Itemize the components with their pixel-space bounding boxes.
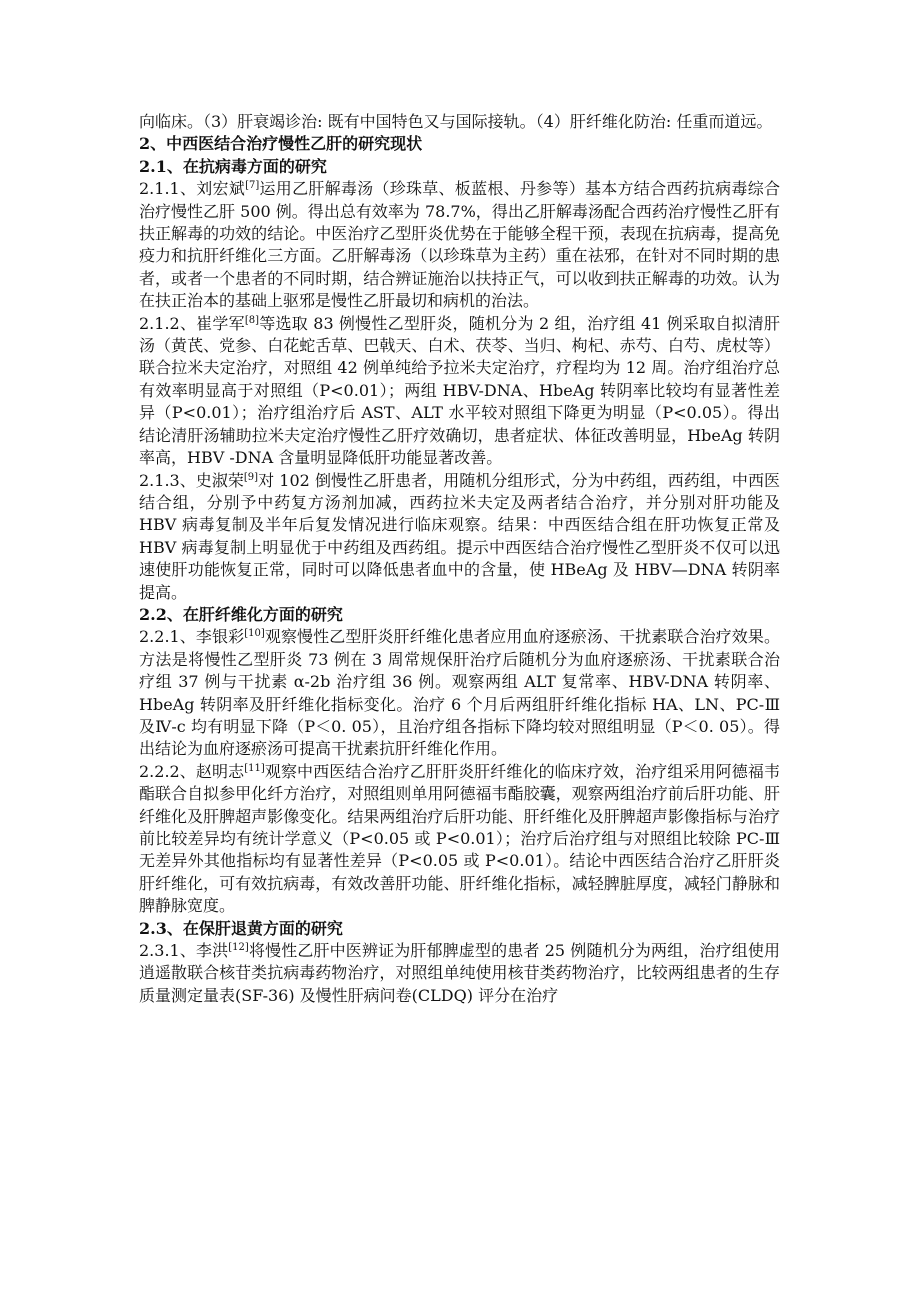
paragraph-intro-continuation: 向临床。（3）肝衰竭诊治: 既有中国特色又与国际接轨。（4）肝纤维化防治: 任重而道远。	[139, 112, 773, 131]
paragraph-2-1-2: 2.1.2、崔学军[8]等选取 83 例慢性乙型肝炎，随机分为 2 组，治疗组 41 例采取自拟清肝汤（黄芪、党参、白花蛇舌草、巴戟天、白术、茯苓、当归、枸杞、赤芍、白芍、虎杖等）联合拉米夫定治疗，对照组 42 例单纯给予拉米夫定治疗，疗程均为 12 周。治疗组治疗总有效率明显高于对照组（P<0.01）；两组 HBV-DNA、HbeAg 转阴率比较均有显著性差异（P<0.01）；治疗组治疗后 AST、ALT 水平较对照组下降更为明显（P<0.05）。得出结论清肝汤辅助拉米夫定治疗慢性乙肝疗效确切，患者症状、体征改善明显，HbeAg 转阴率高，HBV -DNA 含量明显降低肝功能显著改善。	[139, 313, 780, 468]
paragraph-2-1-1: 2.1.1、刘宏斌[7]运用乙肝解毒汤（珍珠草、板蓝根、丹参等）基本方结合西药抗病毒综合治疗慢性乙肝 500 例。得出总有效率为 78.7%，得出乙肝解毒汤配合西药治疗慢性乙肝有扶正解毒的功效的结论。中医治疗乙型肝炎优势在于能够全程干预，表现在抗病毒，提高免疫力和抗肝纤维化三方面。乙肝解毒汤（以珍珠草为主药）重在祛邪，在针对不同时期的患者，或者一个患者的不同时期，结合辨证施治以扶持正气，可以收到扶正解毒的功效。认为在扶正治本的基础上驱邪是慢性乙肝最切和病机的治法。	[139, 179, 780, 311]
paragraph-2-1-3: 2.1.3、史淑荣[9]对 102 倒慢性乙肝患者，用随机分组形式，分为中药组，西药组，中西医结合组，分别予中药复方汤剂加减，西药拉米夫定及两者结合治疗，并分别对肝功能及 HBV 病毒复制及半年后复发情况进行临床观察。结果：中西医结合组在肝功恢复正常及 HBV 病毒复制上明显优于中药组及西药组。提示中西医结合治疗慢性乙型肝炎不仅可以迅速使肝功能恢复正常，同时可以降低患者血中的含量，使 HBeAg 及 HBV—DNA 转阴率提高。	[139, 470, 780, 602]
subsection-heading-2-3: 2.3、在保肝退黄方面的研究	[139, 918, 343, 938]
citation-ref-7: [7]	[245, 180, 260, 192]
paragraph-2-2-2: 2.2.2、赵明志[11]观察中西医结合治疗乙肝肝炎肝纤维化的临床疗效，治疗组采用阿德福韦酯联合自拟参甲化纤方治疗，对照组则单用阿德福韦酯胶囊，观察两组治疗前后肝功能、肝纤维化及肝脾超声影像变化。结果两组治疗后肝功能、肝纤维化及肝脾超声影像指标与治疗前比较差异均有统计学意义（P<0.05 或 P<0.01）；治疗后治疗组与对照组比较除 PC-Ⅲ无差异外其他指标均有显著性差异（P<0.05 或 P<0.01）。结论中西医结合治疗乙肝肝炎肝纤维化，可有效抗病毒，有效改善肝功能、肝纤维化指标，减轻脾脏厚度，减轻门静脉和脾静脉宽度。	[139, 761, 780, 916]
subsection-heading-2-2: 2.2、在肝纤维化方面的研究	[139, 604, 343, 624]
subsection-heading-2-1: 2.1、在抗病毒方面的研究	[139, 156, 327, 176]
citation-ref-9: [9]	[243, 471, 259, 483]
paragraph-2-2-1: 2.2.1、李银彩[10]观察慢性乙型肝炎肝纤维化患者应用血府逐瘀汤、干扰素联合治疗效果。方法是将慢性乙型肝炎 73 例在 3 周常规保肝治疗后随机分为血府逐瘀汤、干扰素联合治疗组 37 例与干扰素 α-2b 治疗组 36 例。观察两组 ALT 复常率、HBV-DNA 转阴率、HbeAg 转阴率及肝纤维化指标变化。治疗 6 个月后两组肝纤维化指标 HA、LN、PC-Ⅲ及Ⅳ-c 均有明显下降（P＜0. 05），且治疗组各指标下降均较对照组明显（P＜0. 05）。得出结论为血府逐瘀汤可提高干扰素抗肝纤维化作用。	[139, 627, 780, 759]
citation-ref-11: [11]	[244, 762, 265, 774]
section-heading-2: 2、中西医结合治疗慢性乙肝的研究现状	[139, 134, 423, 154]
paragraph-2-3-1: 2.3.1、李洪[12]将慢性乙肝中医辨证为肝郁脾虚型的患者 25 例随机分为两组，治疗组使用逍遥散联合核苷类抗病毒药物治疗，对照组单纯使用核苷类药物治疗，比较两组患者的生存质量测定量表(SF-36) 及慢性肝病问卷(CLDQ) 评分在治疗	[139, 941, 780, 1005]
citation-ref-10: [10]	[244, 628, 265, 640]
citation-ref-8: [8]	[244, 314, 260, 326]
citation-ref-12: [12]	[228, 942, 249, 954]
